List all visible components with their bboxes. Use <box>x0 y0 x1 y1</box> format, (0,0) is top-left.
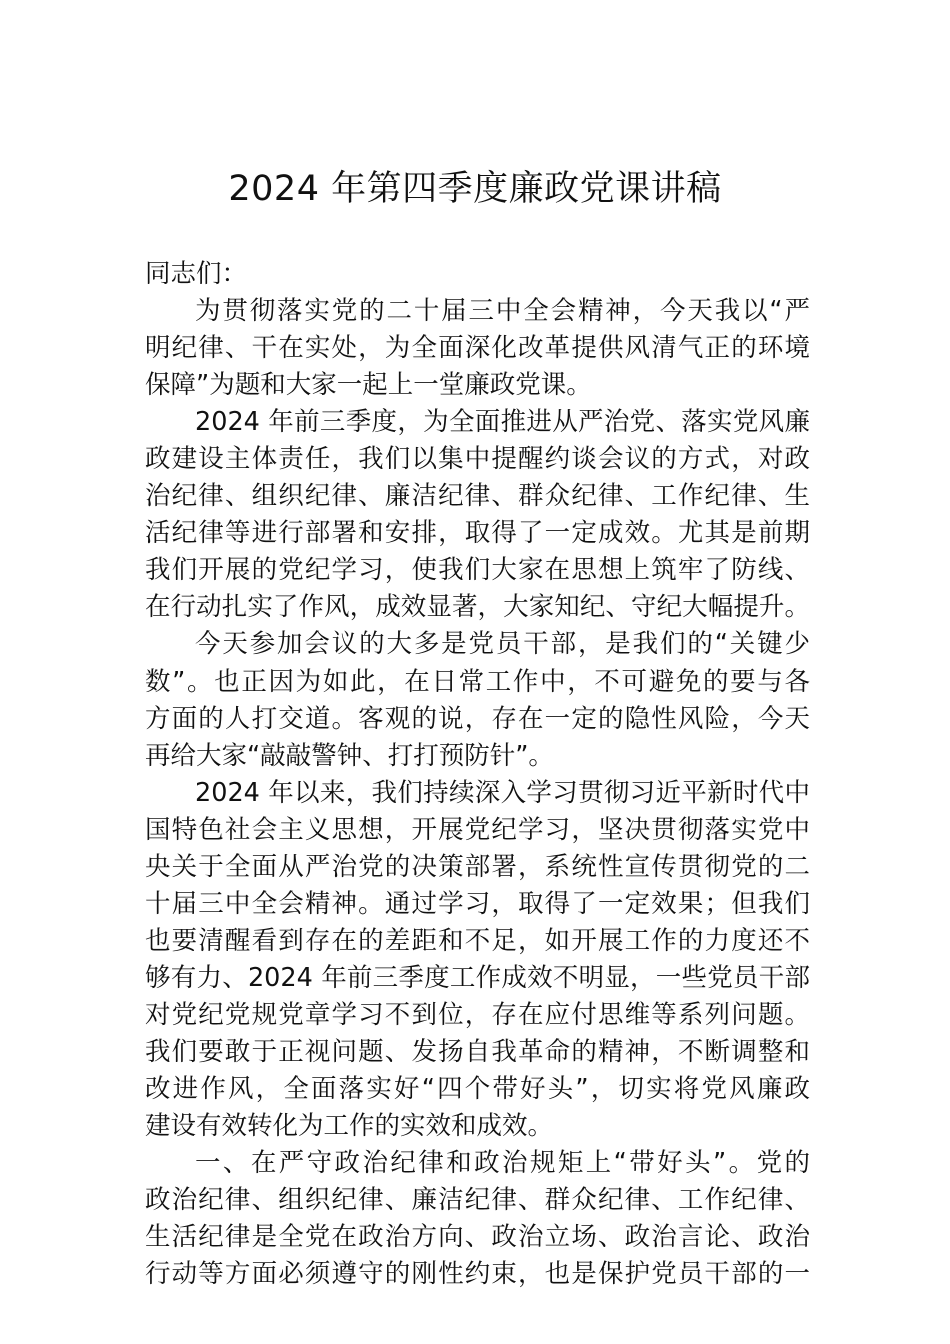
text-line: 建设有效转化为工作的实效和成效。 <box>145 1111 554 1142</box>
text-line: 十届三中全会精神。通过学习，取得了一定效果；但我们 <box>145 888 810 919</box>
document-title: 2024 年第四季度廉政党课讲稿 <box>228 169 722 209</box>
document-body <box>145 256 810 1293</box>
text-line: 再给大家“敲敲警钟、打打预防针”。 <box>145 740 554 771</box>
text-line: 2024 年前三季度，为全面推进从严治党、落实党风廉 <box>195 407 810 438</box>
text-line: 在行动扎实了作风，成效显著，大家知纪、守纪大幅提升。 <box>145 592 810 623</box>
text-line: 政治纪律、组织纪律、廉洁纪律、群众纪律、工作纪律、 <box>145 1185 810 1216</box>
text-line: 同志们： <box>145 259 248 289</box>
text-line: 治纪律、组织纪律、廉洁纪律、群众纪律、工作纪律、生 <box>145 481 810 512</box>
text-line: 央关于全面从严治党的决策部署，系统性宣传贯彻党的二 <box>145 851 810 882</box>
text-line: 改进作风，全面落实好“四个带好头”，切实将党风廉政 <box>145 1074 810 1105</box>
text-line: 国特色社会主义思想，开展党纪学习，坚决贯彻落实党中 <box>145 814 810 845</box>
text-line: 数”。也正因为如此，在日常工作中，不可避免的要与各 <box>145 666 810 697</box>
text-line: 2024 年以来，我们持续深入学习贯彻习近平新时代中 <box>195 777 810 808</box>
text-line: 行动等方面必须遵守的刚性约束，也是保护党员干部的一 <box>145 1259 810 1290</box>
text-line: 今天参加会议的大多是党员干部，是我们的“关键少 <box>195 629 810 660</box>
text-line: 为贯彻落实党的二十届三中全会精神，今天我以“严 <box>195 296 810 327</box>
text-line: 一、在严守政治纪律和政治规矩上“带好头”。党的 <box>195 1148 810 1179</box>
text-line: 生活纪律是全党在政治方向、政治立场、政治言论、政治 <box>145 1222 810 1253</box>
text-line: 也要清醒看到存在的差距和不足，如开展工作的力度还不 <box>145 925 810 956</box>
text-line: 够有力、2024 年前三季度工作成效不明显，一些党员干部 <box>145 962 810 993</box>
text-line: 明纪律、干在实处，为全面深化改革提供风清气正的环境 <box>145 333 810 364</box>
text-line: 活纪律等进行部署和安排，取得了一定成效。尤其是前期 <box>145 518 810 549</box>
text-line: 我们开展的党纪学习，使我们大家在思想上筑牢了防线、 <box>145 555 810 586</box>
text-line: 政建设主体责任，我们以集中提醒约谈会议的方式，对政 <box>145 444 810 475</box>
text-line: 我们要敢于正视问题、发扬自我革命的精神，不断调整和 <box>145 1036 810 1067</box>
text-line: 方面的人打交道。客观的说，存在一定的隐性风险，今天 <box>145 703 810 734</box>
text-line: 对党纪党规党章学习不到位，存在应付思维等系列问题。 <box>145 999 810 1030</box>
text-line: 保障”为题和大家一起上一堂廉政党课。 <box>145 370 592 401</box>
